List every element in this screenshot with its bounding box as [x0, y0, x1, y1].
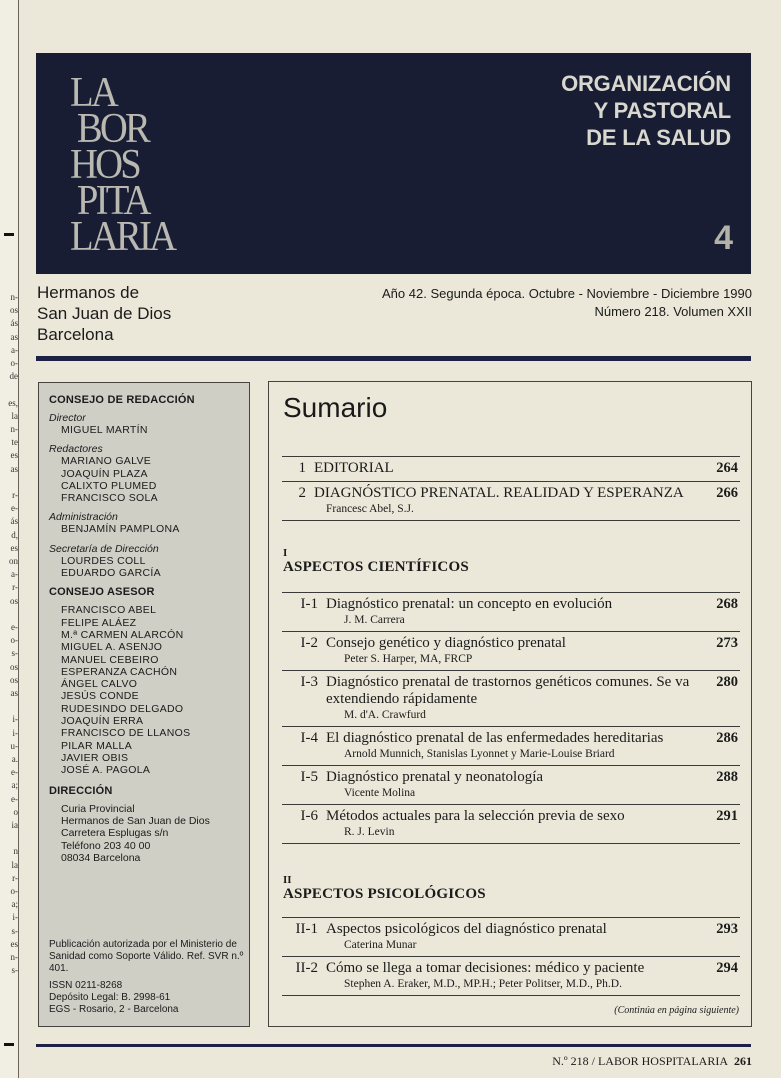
entry-number: II-2	[295, 960, 318, 976]
advisor-name: M.ª CARMEN ALARCÓN	[61, 628, 184, 641]
role-label: Director	[49, 412, 86, 424]
gutter-text-fragment: e-	[11, 793, 18, 804]
entry-number: I-6	[300, 808, 318, 824]
gutter-text-fragment: es	[10, 450, 18, 461]
gutter-text-fragment: o-	[10, 886, 18, 896]
gutter-text-fragment: r-	[12, 490, 18, 500]
gutter-text-fragment: i-	[12, 912, 18, 923]
gutter-text-fragment: i-	[12, 714, 18, 725]
section-name: ASPECTOS PSICOLÓGICOS	[283, 886, 486, 902]
editorial-role-group	[49, 511, 249, 535]
address-line: Hermanos de San Juan de Dios	[61, 814, 210, 827]
gutter-text-fragment: s-	[11, 965, 18, 976]
entry-author: Arnold Munnich, Stanislas Lyonnet y Marie-Louise Briard	[344, 748, 615, 760]
gutter-text-fragment: e-	[11, 767, 18, 778]
address-line: Curia Provincial	[61, 802, 135, 815]
toc-rule	[282, 843, 740, 844]
consejo-redaccion-heading: CONSEJO DE REDACCIÓN	[49, 394, 195, 406]
gutter-text-fragment: e-	[11, 622, 18, 632]
logo-line: BOR	[70, 106, 149, 152]
role-label: Redactores	[49, 443, 103, 456]
issue-volume: Número 218. Volumen XXII	[594, 304, 752, 319]
gutter-text-fragment: te	[11, 437, 18, 448]
entry-title: Métodos actuales para la selección previa de sexo	[326, 808, 625, 824]
gutter-text-fragment: es	[10, 542, 18, 553]
member-name: CALIXTO PLUMED	[61, 479, 157, 492]
gutter-text-fragment: a;	[11, 899, 18, 910]
publisher-line: Barcelona	[37, 325, 114, 344]
advisor-name: ESPERANZA CACHÓN	[61, 665, 178, 678]
entry-number: I-4	[300, 730, 318, 746]
advisor-name: JOSÉ A. PAGOLA	[61, 764, 151, 777]
entry-page: 288	[716, 769, 738, 785]
divider-rule	[36, 356, 751, 361]
entry-title: Diagnóstico prenatal: un concepto en evolución	[326, 596, 613, 612]
gutter-text-fragment: la	[11, 859, 18, 870]
continued-note: (Continúa en página siguiente)	[614, 1005, 739, 1016]
editorial-groups	[49, 412, 249, 579]
gutter-text-fragment: as	[10, 463, 18, 474]
logo-line: LA	[70, 70, 116, 116]
gutter-text-fragment: de	[9, 371, 18, 382]
address-line: 08034 Barcelona	[61, 852, 141, 865]
legal-info	[49, 939, 249, 1016]
toc-entry[interactable]	[282, 956, 740, 995]
gutter-text-fragment: n-	[10, 952, 18, 962]
entry-number: I-3	[300, 674, 318, 690]
gutter-text-fragment: es,	[8, 397, 18, 408]
member-name: EDUARDO GARCÍA	[61, 567, 161, 580]
advisor-name: PILAR MALLA	[61, 739, 132, 752]
toc-entry[interactable]	[282, 765, 740, 804]
toc-entry[interactable]	[282, 917, 740, 956]
entry-number: 1	[298, 460, 306, 476]
gutter-text-fragment: e-	[11, 503, 18, 514]
advisor-name: MANUEL CEBEIRO	[61, 653, 159, 666]
gutter-text-fragment: ia	[11, 820, 18, 830]
toc-entry[interactable]	[282, 726, 740, 765]
entry-title: Aspectos psicológicos del diagnóstico prenatal	[326, 921, 607, 937]
gutter-text-fragment: o-	[10, 635, 18, 646]
table-of-contents	[268, 381, 752, 1027]
toc-rule	[282, 520, 740, 521]
entry-page: 273	[716, 635, 738, 651]
entry-page: 266	[716, 485, 738, 501]
deposito-legal: Depósito Legal: B. 2998-61	[49, 991, 171, 1003]
gutter-rule	[4, 233, 14, 236]
editorial-role-group	[49, 543, 249, 580]
address-line: Teléfono 203 40 00	[61, 839, 151, 852]
entry-title: Cómo se llega a tomar decisiones: médico y paciente	[326, 960, 645, 976]
gutter-text-fragment: o-	[10, 358, 18, 368]
entry-title: Diagnóstico prenatal y neonatología	[326, 769, 544, 785]
previous-page-gutter	[0, 0, 19, 1078]
gutter-rule	[4, 1043, 14, 1046]
section-roman: II	[283, 874, 292, 886]
masthead	[36, 53, 751, 274]
gutter-text-fragment: os	[9, 595, 18, 606]
advisor-name: JESÚS CONDE	[61, 690, 139, 703]
advisor-name: JAVIER OBIS	[61, 751, 129, 764]
summary-title: Sumario	[283, 392, 388, 423]
editorial-role-group	[49, 443, 249, 504]
page-footer	[552, 1054, 752, 1069]
issue-info	[382, 285, 752, 321]
journal-logo	[70, 70, 183, 260]
entry-page: 293	[716, 921, 738, 937]
gutter-text-fragment: os	[9, 305, 18, 316]
issue-badge: 4	[714, 219, 733, 257]
logo-line: LARIA	[70, 214, 175, 260]
gutter-text-fragment: r-	[12, 872, 18, 883]
advisory-board-list	[49, 604, 249, 776]
gutter-text-fragment: s-	[11, 925, 18, 936]
gutter-text-fragment: as	[10, 688, 18, 698]
gutter-text-fragment: o	[13, 806, 18, 817]
entry-page: 286	[716, 730, 738, 746]
entry-number: II-1	[295, 921, 318, 937]
gutter-text-fragment: n-	[10, 292, 18, 302]
member-name: LOURDES COLL	[61, 554, 146, 567]
issue-date: Año 42. Segunda época. Octubre - Noviembre - Diciembre 1990	[382, 286, 752, 301]
gutter-text-fragment: ás	[10, 318, 18, 329]
direccion-heading: DIRECCIÓN	[49, 784, 113, 797]
entry-title: Diagnóstico prenatal de trastornos genéticos comunes. Se va extendiendo rápidamente	[326, 674, 690, 707]
tagline-line: DE LA SALUD	[586, 125, 731, 150]
publisher-line: San Juan de Dios	[37, 304, 172, 323]
entry-page: 291	[716, 808, 738, 824]
member-name: MARIANO GALVE	[61, 455, 152, 468]
logo-line: PITA	[70, 178, 149, 224]
gutter-text-fragment: i-	[12, 727, 18, 738]
toc-entry[interactable]	[282, 804, 740, 843]
entry-title: EDITORIAL	[314, 460, 394, 476]
journal-tagline	[561, 70, 731, 151]
tagline-line: Y PASTORAL	[593, 98, 731, 123]
advisor-name: RUDESINDO DELGADO	[61, 702, 184, 715]
footer-journal: N.º 218 / LABOR HOSPITALARIA	[552, 1054, 728, 1068]
gutter-text-fragment: u-	[10, 740, 18, 751]
advisor-name: FRANCISCO DE LLANOS	[61, 727, 191, 740]
entry-number: I-5	[300, 769, 318, 785]
entry-author: M. d'A. Crawfurd	[344, 709, 426, 721]
role-label: Administración	[49, 511, 118, 524]
entry-author: Vicente Molina	[344, 787, 416, 799]
gutter-text-fragment: r-	[12, 582, 18, 593]
entry-author: J. M. Carrera	[344, 614, 405, 626]
entry-title: El diagnóstico prenatal de las enfermedades hereditarias	[326, 730, 664, 746]
toc-entry[interactable]	[282, 456, 740, 481]
address-block	[49, 803, 249, 865]
entry-author: Francesc Abel, S.J.	[326, 503, 414, 515]
editorial-role-group	[49, 412, 249, 436]
advisor-name: ÁNGEL CALVO	[61, 678, 138, 691]
entry-page: 268	[716, 596, 738, 612]
logo-line: HOS	[70, 142, 140, 188]
gutter-text-fragment: d,	[11, 529, 18, 540]
member-name: JOAQUÍN PLAZA	[61, 467, 148, 480]
toc-entry[interactable]	[282, 631, 740, 670]
section-name: ASPECTOS CIENTÍFICOS	[283, 559, 469, 575]
publisher	[37, 282, 171, 345]
gutter-text-fragment: a;	[11, 780, 18, 791]
page-number: 261	[734, 1054, 752, 1068]
gutter-text-fragment: ás	[10, 516, 18, 527]
consejo-asesor-heading: CONSEJO ASESOR	[49, 586, 155, 599]
entry-author: Caterina Munar	[344, 939, 417, 951]
entry-number: I-2	[300, 635, 318, 651]
member-name: BENJAMÍN PAMPLONA	[61, 523, 180, 536]
toc-section-1	[282, 592, 740, 844]
advisor-name: FRANCISCO ABEL	[61, 604, 157, 617]
issn: ISSN 0211-8268	[49, 979, 123, 991]
gutter-text-fragment: os	[9, 674, 18, 685]
authorization-text: Publicación autorizada por el Ministerio de Sanidad como Soporte Válido. Ref. SVR n.º 401.	[49, 939, 244, 975]
entry-number: I-1	[300, 596, 318, 612]
advisor-name: MIGUEL A. ASENJO	[61, 641, 163, 654]
toc-section-2	[282, 917, 740, 996]
toc-top-items	[282, 456, 740, 521]
tagline-line: ORGANIZACIÓN	[561, 71, 731, 96]
entry-number: 2	[298, 485, 306, 501]
section-heading-2	[283, 874, 486, 903]
role-label: Secretaría de Dirección	[49, 542, 159, 555]
gutter-text-fragment: la	[11, 410, 18, 421]
toc-entry[interactable]	[282, 592, 740, 631]
entry-page: 264	[716, 460, 738, 476]
toc-entry[interactable]	[282, 481, 740, 520]
toc-rule	[282, 995, 740, 996]
entry-page: 294	[716, 960, 738, 976]
section-roman: I	[283, 547, 288, 559]
gutter-text-fragment: n-	[10, 424, 18, 434]
entry-author: Stephen A. Eraker, M.D., MP.H.; Peter Politser, M.D., Ph.D.	[344, 978, 622, 990]
advisor-name: FELIPE ALÁEZ	[61, 616, 137, 629]
member-name: MIGUEL MARTÍN	[61, 424, 148, 436]
entry-page: 280	[716, 674, 738, 690]
section-heading-1	[283, 547, 469, 576]
member-name: FRANCISCO SOLA	[61, 492, 158, 505]
editorial-board-sidebar	[38, 382, 250, 1027]
entry-author: R. J. Levin	[344, 826, 395, 838]
entry-author: Peter S. Harper, MA, FRCP	[344, 653, 473, 665]
footer-rule	[36, 1044, 751, 1047]
printer-info: EGS - Rosario, 2 - Barcelona	[49, 1004, 179, 1016]
entry-title: Consejo genético y diagnóstico prenatal	[326, 635, 566, 651]
advisor-name: JOAQUÍN ERRA	[61, 715, 144, 728]
toc-entry[interactable]	[282, 670, 740, 726]
gutter-text-fragment: s-	[11, 648, 18, 659]
entry-title: DIAGNÓSTICO PRENATAL. REALIDAD Y ESPERANZA	[314, 485, 684, 501]
gutter-text-fragment: as	[10, 331, 18, 342]
gutter-text-fragment: os	[9, 661, 18, 672]
gutter-text-fragment: es	[10, 938, 18, 949]
gutter-text-fragment: on	[9, 556, 18, 566]
gutter-text-fragment: a.	[11, 754, 18, 764]
gutter-text-fragment: a-	[11, 569, 18, 580]
publisher-line: Hermanos de	[37, 283, 140, 302]
address-line: Carretera Esplugas s/n	[61, 827, 169, 840]
gutter-text-fragment: n	[13, 846, 18, 857]
gutter-text-fragment: a-	[11, 344, 18, 355]
